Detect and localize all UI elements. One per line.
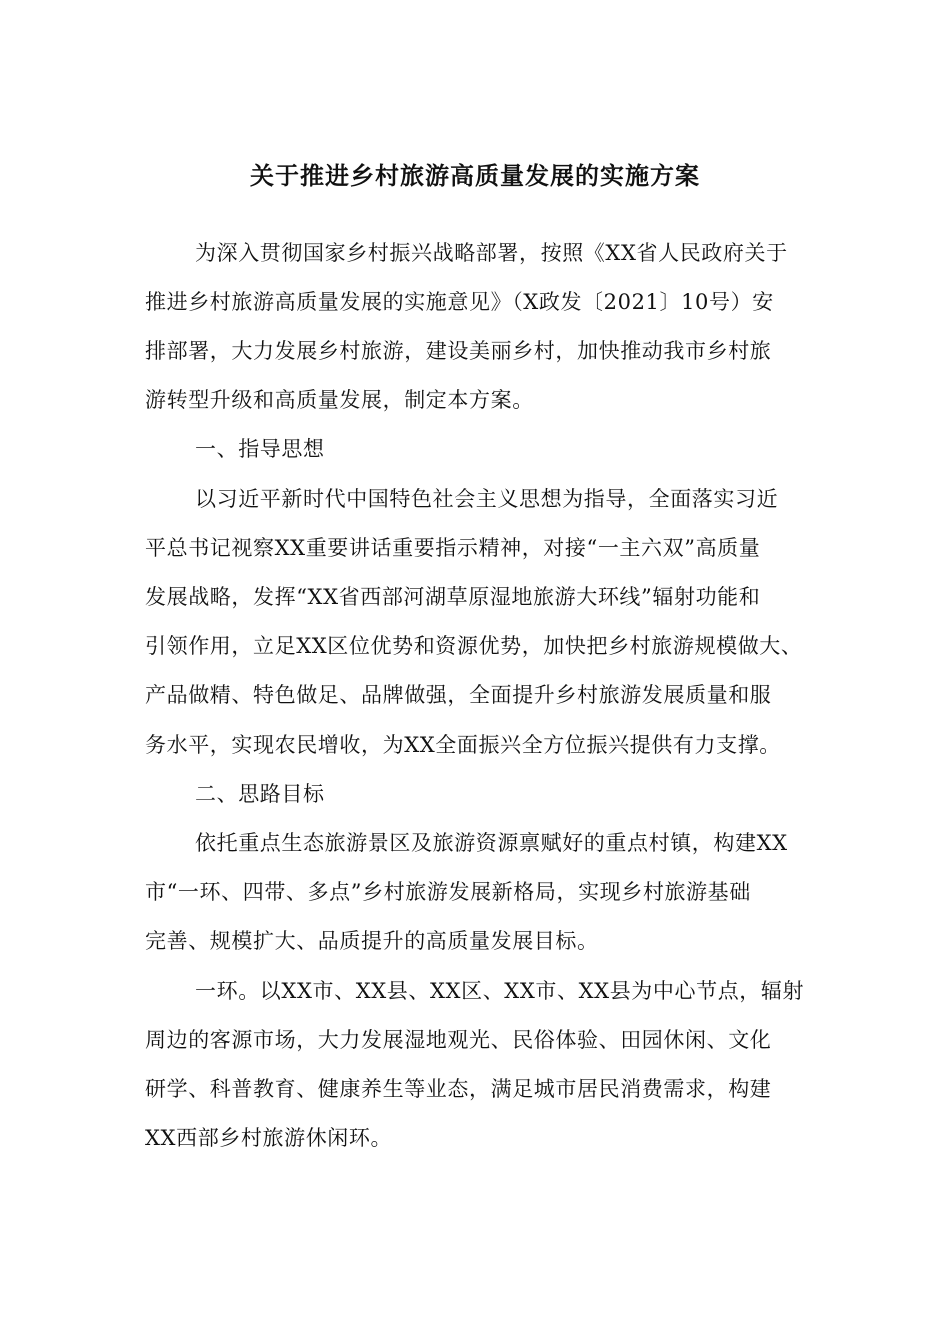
paragraph-line: 排部署，大力发展乡村旅游，建设美丽乡村，加快推动我市乡村旅 (145, 339, 772, 363)
paragraph-line: 产品做精、特色做足、品牌做强，全面提升乡村旅游发展质量和服 (145, 683, 772, 707)
section-heading: 一、指导思想 (195, 437, 325, 461)
paragraph-line: 周边的客源市场，大力发展湿地观光、民俗体验、田园休闲、文化 (145, 1028, 772, 1052)
page-title: 关于推进乡村旅游高质量发展的实施方案 (250, 161, 700, 190)
paragraph-line: 研学、科普教育、健康养生等业态，满足城市居民消费需求，构建 (145, 1077, 772, 1101)
paragraph-line: 为深入贯彻国家乡村振兴战略部署，按照《XX省人民政府关于 (195, 241, 788, 265)
paragraph-line: XX西部乡村旅游休闲环。 (145, 1126, 393, 1150)
paragraph-line: 市“一环、四带、多点”乡村旅游发展新格局，实现乡村旅游基础 (145, 880, 751, 904)
section-heading: 二、思路目标 (195, 782, 325, 806)
paragraph-line: 依托重点生态旅游景区及旅游资源禀赋好的重点村镇，构建XX (195, 831, 788, 855)
paragraph-line: 推进乡村旅游高质量发展的实施意见》（X政发〔2021〕10号）安 (145, 290, 774, 314)
paragraph-line: 务水平，实现农民增收，为XX全面振兴全方位振兴提供有力支撑。 (145, 733, 781, 757)
paragraph-line: 平总书记视察XX重要讲话重要指示精神，对接“一主六双”高质量 (145, 536, 761, 560)
paragraph-line: 发展战略，发挥“XX省西部河湖草原湿地旅游大环线”辐射功能和 (145, 585, 761, 609)
paragraph-line: 一环。以XX市、XX县、XX区、XX市、XX县为中心节点，辐射 (195, 979, 805, 1003)
paragraph-line: 引领作用，立足XX区位优势和资源优势，加快把乡村旅游规模做大、 (145, 634, 803, 658)
paragraph-line: 以习近平新时代中国特色社会主义思想为指导，全面落实习近 (195, 487, 779, 511)
paragraph-line: 完善、规模扩大、品质提升的高质量发展目标。 (145, 929, 599, 953)
paragraph-line: 游转型升级和高质量发展，制定本方案。 (145, 388, 534, 412)
